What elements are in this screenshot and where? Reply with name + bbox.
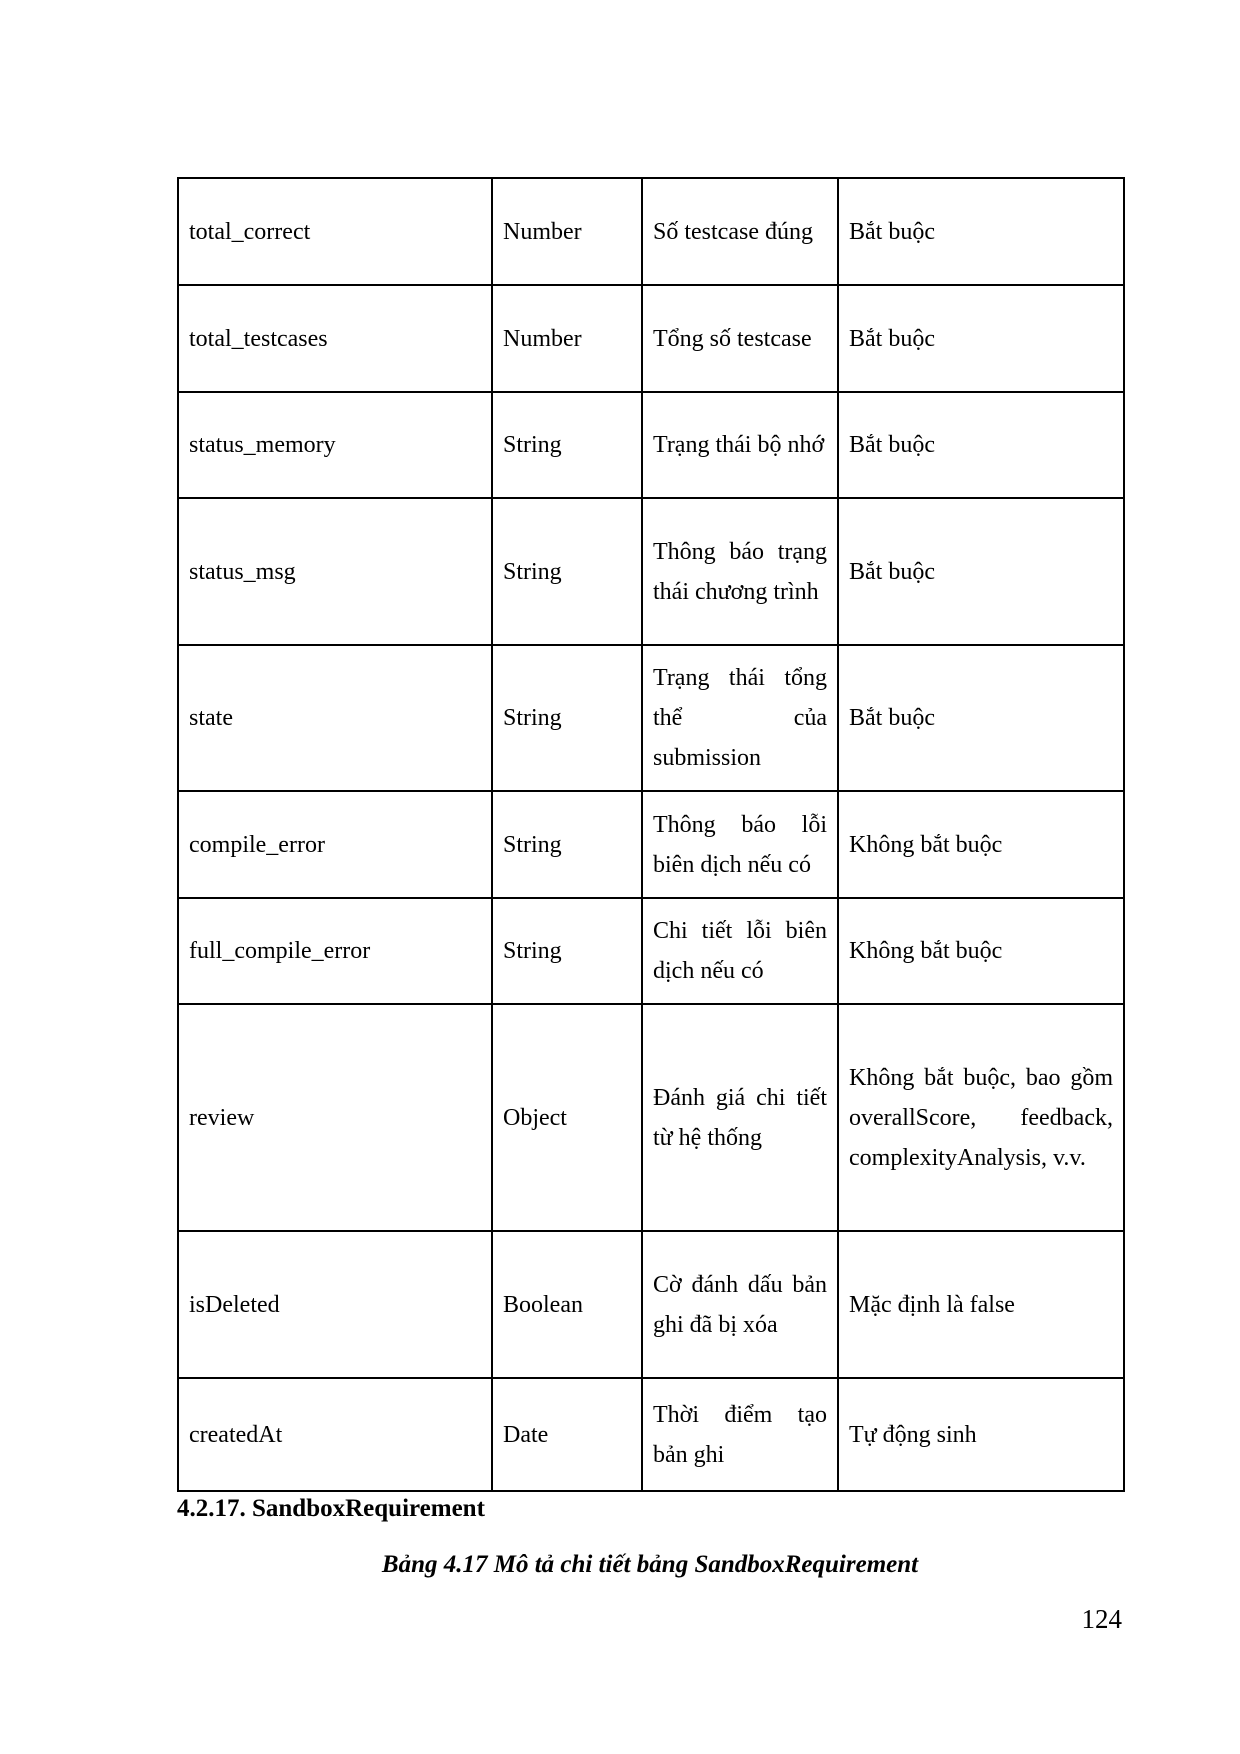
description-cell: Trạng thái tổng thể của submission [642,645,838,791]
page-number: 124 [1081,1604,1122,1634]
field-name-cell: status_memory [178,392,492,498]
description-cell: Số testcase đúng [642,178,838,285]
constraint-cell: Bắt buộc [838,392,1124,498]
data-type-cell: Number [492,178,642,285]
field-name-cell: compile_error [178,791,492,898]
field-name-cell: total_testcases [178,285,492,392]
section-heading: 4.2.17. SandboxRequirement [177,1495,485,1522]
data-type-cell: Boolean [492,1231,642,1378]
description-cell: Đánh giá chi tiết từ hệ thống [642,1004,838,1231]
field-name-cell: state [178,645,492,791]
data-type-cell: String [492,392,642,498]
constraint-cell: Bắt buộc [838,285,1124,392]
description-cell: Cờ đánh dấu bản ghi đã bị xóa [642,1231,838,1378]
schema-table-body [178,178,1124,1491]
table-row [178,498,1124,645]
table-row [178,1004,1124,1231]
data-type-cell: String [492,498,642,645]
field-name-cell: review [178,1004,492,1231]
description-cell: Thời điểm tạo bản ghi [642,1378,838,1491]
description-cell: Trạng thái bộ nhớ [642,392,838,498]
data-type-cell: Object [492,1004,642,1231]
constraint-cell: Bắt buộc [838,645,1124,791]
field-name-cell: status_msg [178,498,492,645]
table-row [178,898,1124,1004]
table-row [178,178,1124,285]
table-row [178,285,1124,392]
field-name-cell: full_compile_error [178,898,492,1004]
constraint-cell: Tự động sinh [838,1378,1124,1491]
table-row [178,791,1124,898]
constraint-cell: Mặc định là false [838,1231,1124,1378]
constraint-cell: Bắt buộc [838,178,1124,285]
data-type-cell: Number [492,285,642,392]
data-type-cell: String [492,645,642,791]
data-type-cell: String [492,898,642,1004]
constraint-cell: Không bắt buộc [838,898,1124,1004]
table-caption: Bảng 4.17 Mô tả chi tiết bảng SandboxRequirement [381,1551,919,1578]
description-cell: Tổng số testcase [642,285,838,392]
description-cell: Thông báo trạng thái chương trình [642,498,838,645]
table-row [178,392,1124,498]
constraint-cell: Không bắt buộc [838,791,1124,898]
data-type-cell: String [492,791,642,898]
constraint-cell: Bắt buộc [838,498,1124,645]
table-row [178,1231,1124,1378]
description-cell: Thông báo lỗi biên dịch nếu có [642,791,838,898]
field-name-cell: isDeleted [178,1231,492,1378]
description-cell: Chi tiết lỗi biên dịch nếu có [642,898,838,1004]
schema-table [177,177,1125,1492]
table-row [178,645,1124,791]
data-type-cell: Date [492,1378,642,1491]
table-row [178,1378,1124,1491]
field-name-cell: createdAt [178,1378,492,1491]
field-name-cell: total_correct [178,178,492,285]
constraint-cell: Không bắt buộc, bao gồm overallScore, feedback, complexityAnalysis, v.v. [838,1004,1124,1231]
